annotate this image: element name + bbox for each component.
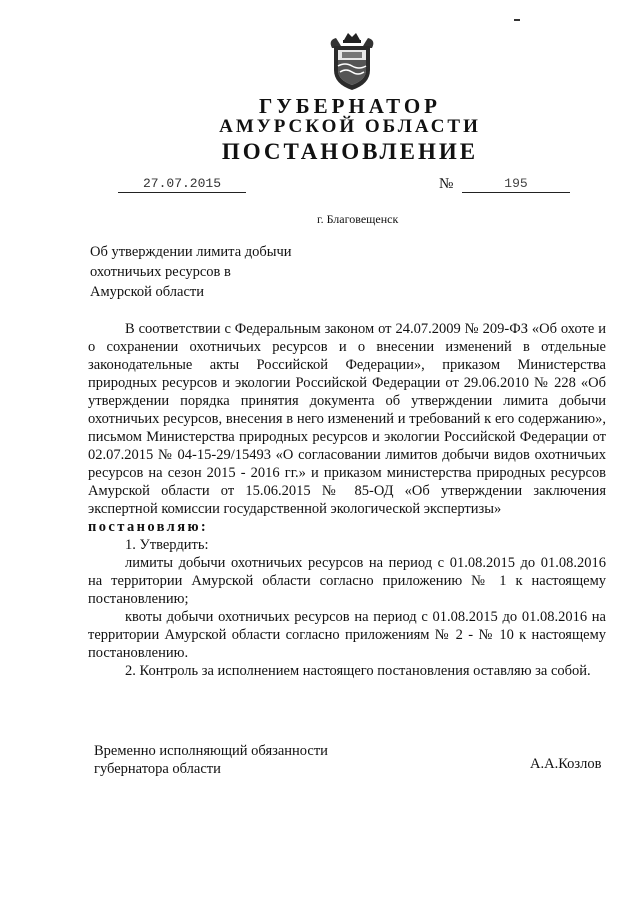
- city: г. Благовещенск: [317, 212, 399, 226]
- scan-mark: [514, 19, 520, 21]
- header-region: АМУРСКОЙ ОБЛАСТИ: [219, 116, 481, 137]
- decree-word: постановляю:: [88, 519, 209, 535]
- subject-line: Амурской области: [90, 284, 204, 300]
- preamble-paragraph: В соответствии с Федеральным законом от 24.07.2009 № 209-ФЗ «Об охоте и о сохранении охотничьих ресурсов и о внесении изменений в отдельные законодательные акты Российской Федерации», приказом Министерства природных ресурсов и экологии Российской Федерации от 29.06.2010 № 228 «Об утверждении порядка принятия документа об утверждении лимита добычи охотничьих ресурсов, внесения в него изменений и требований к его содержанию», письмом Министерства природных ресурсов и экологии Российской Федерации от 02.07.2015 № 04-15-29/15493 «О согласовании лимитов добычи видов охотничьих ресурсов на сезон 2015 - 2016 гг.» и приказом министерства природных ресурсов Амурской области от 15.06.2015 № 85-ОД «Об утверждении заключения экспертной комиссии государственной экологической экспертизы»: [88, 321, 606, 517]
- signatory-name: А.А.Козлов: [530, 756, 602, 772]
- item-1b: квоты добычи охотничьих ресурсов на период с 01.08.2015 до 01.08.2016 на территории Амурской области согласно приложениям № 2 - № 10 к настоящему постановлению.: [88, 609, 606, 661]
- item-1: 1. Утвердить:: [125, 537, 209, 553]
- header-governor: ГУБЕРНАТОР: [258, 94, 442, 118]
- subject-line: Об утверждении лимита добычи: [90, 244, 292, 260]
- item-2: 2. Контроль за исполнением настоящего постановления оставляю за собой.: [125, 663, 591, 679]
- document-date: 27.07.2015: [118, 176, 246, 193]
- signature-position-line: Временно исполняющий обязанности: [94, 743, 328, 759]
- document-body: [88, 320, 606, 680]
- signature-position: [94, 742, 374, 778]
- document-title: ПОСТАНОВЛЕНИЕ: [221, 139, 479, 164]
- signature-position-line: губернатора области: [94, 761, 221, 777]
- item-1a: лимиты добычи охотничьих ресурсов на период с 01.08.2015 до 01.08.2016 на территории Амурской области согласно приложению № 1 к настоящему постановлению;: [88, 555, 606, 607]
- subject-line: охотничьих ресурсов в: [90, 264, 231, 280]
- subject-block: [90, 242, 350, 302]
- number-sign: №: [439, 176, 454, 192]
- coat-of-arms-icon: [326, 30, 378, 92]
- document-number: 195: [462, 176, 570, 193]
